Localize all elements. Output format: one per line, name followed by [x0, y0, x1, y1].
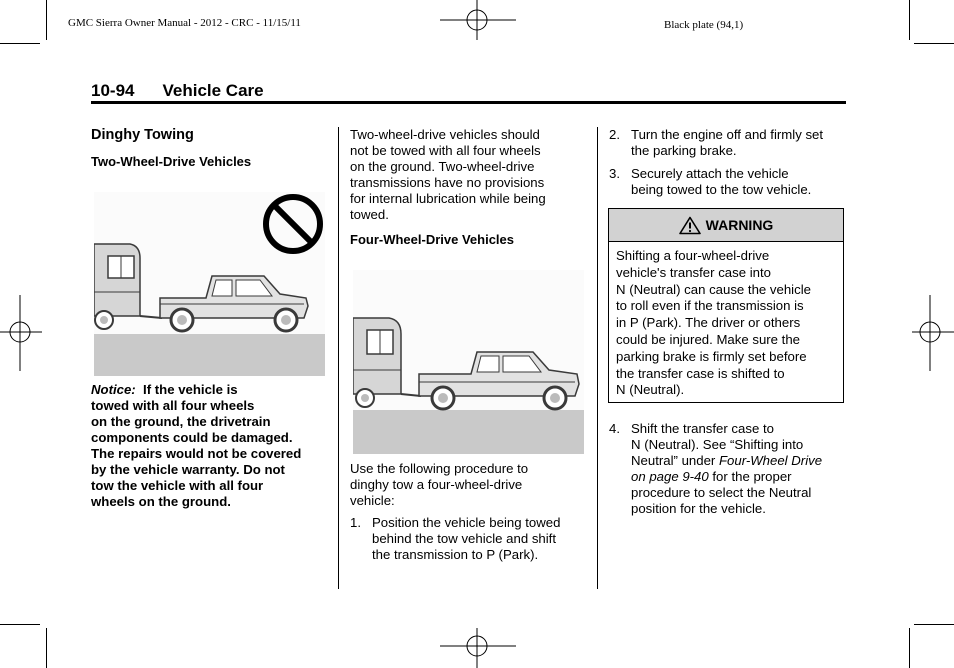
- text-line: Turn the engine off and firmly set: [631, 127, 824, 142]
- warning-header: [609, 209, 843, 242]
- notice-label: Notice:: [91, 382, 136, 397]
- text-line: position for the vehicle.: [631, 501, 766, 516]
- list-item-step-1: [350, 515, 590, 563]
- text-line: for internal lubrication while being: [350, 191, 546, 206]
- notice-block: [91, 382, 331, 510]
- paragraph-two-wheel-intro: [350, 127, 590, 223]
- text-run: Neutral” under: [631, 453, 719, 468]
- text-line: not be towed with all four wheels: [350, 143, 541, 158]
- motorhome-graphic: [94, 244, 140, 329]
- motorhome-graphic: [353, 318, 401, 407]
- cross-reference-page: on page 9-40: [631, 469, 709, 484]
- notice-line: If the vehicle is: [143, 382, 238, 397]
- text-line: vehicle's transfer case into: [616, 264, 771, 280]
- text-run: for the proper: [708, 469, 792, 484]
- heading-dinghy-towing: Dinghy Towing: [91, 127, 194, 143]
- text-line: Shifting a four-wheel-drive: [616, 248, 770, 263]
- text-line: N (Neutral).: [616, 382, 685, 398]
- warning-label: WARNING: [705, 217, 774, 233]
- text-line: vehicle:: [350, 493, 395, 508]
- registration-mark-left: [0, 295, 44, 371]
- text-line: the transfer case is shifted to: [616, 365, 785, 381]
- text-line: dinghy tow a four-wheel-drive: [350, 477, 523, 492]
- registration-mark-bottom: [440, 626, 516, 668]
- text-line: the parking brake.: [631, 143, 737, 158]
- header-rule: [91, 101, 846, 104]
- figure-two-wheel-drive-towing: [94, 192, 325, 376]
- step-number: 3.: [609, 166, 620, 181]
- column-divider-2: [597, 127, 598, 589]
- cross-reference-text: Four-Wheel Drive: [718, 453, 823, 468]
- warning-box: [608, 208, 844, 403]
- step-number: 4.: [609, 421, 620, 436]
- registration-mark-top: [440, 0, 516, 44]
- text-line: could be injured. Make sure the: [616, 331, 801, 347]
- figure-four-wheel-drive-towing: [353, 270, 584, 454]
- list-item-step-3: [609, 166, 849, 198]
- text-line: Securely attach the vehicle: [631, 166, 789, 181]
- list-item-step-4: [609, 421, 849, 517]
- notice-line: wheels on the ground.: [91, 494, 231, 509]
- text-line: procedure to select the Neutral: [631, 485, 812, 500]
- column-divider-1: [338, 127, 339, 589]
- text-line: [631, 469, 849, 485]
- text-line: in P (Park). The driver or others: [616, 315, 801, 331]
- text-line: the transmission to P (Park).: [372, 547, 539, 562]
- text-line: towed.: [350, 207, 389, 222]
- step-number: 2.: [609, 127, 620, 142]
- text-line: Use the following procedure to: [350, 461, 529, 476]
- text-line: Two-wheel-drive vehicles should: [350, 127, 540, 142]
- text-line: being towed to the tow vehicle.: [631, 182, 812, 197]
- text-line: parking brake is firmly set before: [616, 348, 807, 364]
- text-line: on the ground. Two-wheel-drive: [350, 159, 535, 174]
- text-line: behind the tow vehicle and shift: [372, 531, 557, 546]
- step-number: 1.: [350, 515, 361, 530]
- notice-line: tow the vehicle with all four: [91, 478, 264, 493]
- print-header-left: GMC Sierra Owner Manual - 2012 - CRC - 11/15/11: [68, 17, 301, 29]
- warning-triangle-icon: [679, 216, 701, 235]
- subheading-four-wheel-drive: Four-Wheel-Drive Vehicles: [350, 232, 514, 247]
- section-title: Vehicle Care: [162, 81, 264, 100]
- paragraph-procedure-intro: [350, 461, 590, 509]
- text-line: Position the vehicle being towed: [372, 515, 561, 530]
- notice-line: The repairs would not be covered: [91, 446, 302, 461]
- list-item-step-2: [609, 127, 849, 159]
- registration-mark-right: [910, 295, 954, 371]
- subheading-two-wheel-drive: Two-Wheel-Drive Vehicles: [91, 154, 252, 169]
- text-line: to roll even if the transmission is: [616, 298, 804, 314]
- page-number: 10-94: [91, 81, 135, 100]
- page-header: [91, 81, 264, 101]
- text-line: [631, 453, 849, 469]
- notice-line: components could be damaged.: [91, 430, 293, 445]
- warning-body: [609, 242, 843, 405]
- text-line: transmissions have no provisions: [350, 175, 545, 190]
- notice-line: towed with all four wheels: [91, 398, 255, 413]
- notice-line: by the vehicle warranty. Do not: [91, 462, 285, 477]
- notice-line: on the ground, the drivetrain: [91, 414, 271, 429]
- text-line: N (Neutral). See “Shifting into: [631, 437, 804, 452]
- text-line: N (Neutral) can cause the vehicle: [616, 281, 811, 297]
- print-header-right: Black plate (94,1): [664, 19, 744, 31]
- text-line: Shift the transfer case to: [631, 421, 774, 436]
